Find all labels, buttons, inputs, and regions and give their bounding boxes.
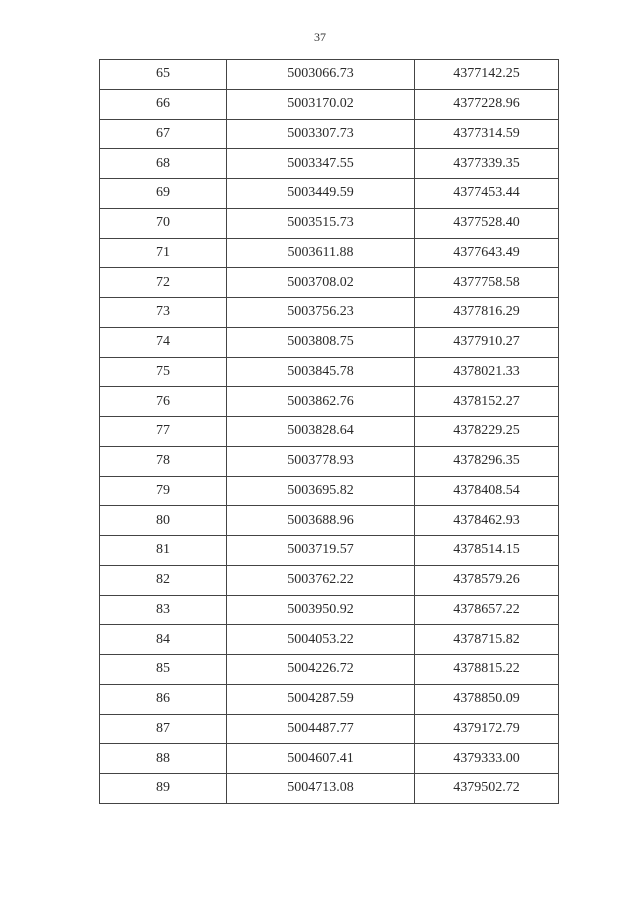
point-number-cell: 87 (100, 714, 227, 744)
y-coordinate-cell: 4377816.29 (415, 298, 559, 328)
table-row (100, 417, 559, 447)
table-row (100, 476, 559, 506)
x-coordinate-cell: 5004487.77 (227, 714, 415, 744)
x-coordinate-cell: 5003066.73 (227, 60, 415, 90)
table-row (100, 684, 559, 714)
table-row (100, 536, 559, 566)
x-coordinate-cell: 5003515.73 (227, 208, 415, 238)
table-row (100, 208, 559, 238)
x-coordinate-cell: 5003808.75 (227, 327, 415, 357)
x-coordinate-cell: 5004607.41 (227, 744, 415, 774)
point-number-cell: 75 (100, 357, 227, 387)
y-coordinate-cell: 4377910.27 (415, 327, 559, 357)
x-coordinate-cell: 5003347.55 (227, 149, 415, 179)
table-row (100, 327, 559, 357)
table-row (100, 387, 559, 417)
point-number-cell: 67 (100, 119, 227, 149)
x-coordinate-cell: 5003778.93 (227, 446, 415, 476)
table-row (100, 357, 559, 387)
y-coordinate-cell: 4377528.40 (415, 208, 559, 238)
x-coordinate-cell: 5003862.76 (227, 387, 415, 417)
y-coordinate-cell: 4379172.79 (415, 714, 559, 744)
table-row (100, 179, 559, 209)
point-number-cell: 88 (100, 744, 227, 774)
y-coordinate-cell: 4378408.54 (415, 476, 559, 506)
y-coordinate-cell: 4379502.72 (415, 774, 559, 804)
point-number-cell: 65 (100, 60, 227, 90)
x-coordinate-cell: 5004053.22 (227, 625, 415, 655)
table-row (100, 238, 559, 268)
point-number-cell: 66 (100, 89, 227, 119)
point-number-cell: 78 (100, 446, 227, 476)
point-number-cell: 89 (100, 774, 227, 804)
x-coordinate-cell: 5003828.64 (227, 417, 415, 447)
y-coordinate-cell: 4378815.22 (415, 655, 559, 685)
point-number-cell: 68 (100, 149, 227, 179)
y-coordinate-cell: 4378579.26 (415, 565, 559, 595)
x-coordinate-cell: 5003950.92 (227, 595, 415, 625)
point-number-cell: 82 (100, 565, 227, 595)
y-coordinate-cell: 4378229.25 (415, 417, 559, 447)
y-coordinate-cell: 4378657.22 (415, 595, 559, 625)
y-coordinate-cell: 4378514.15 (415, 536, 559, 566)
x-coordinate-cell: 5003688.96 (227, 506, 415, 536)
y-coordinate-cell: 4377758.58 (415, 268, 559, 298)
point-number-cell: 86 (100, 684, 227, 714)
x-coordinate-cell: 5004713.08 (227, 774, 415, 804)
table-row (100, 714, 559, 744)
y-coordinate-cell: 4377142.25 (415, 60, 559, 90)
y-coordinate-cell: 4378152.27 (415, 387, 559, 417)
point-number-cell: 71 (100, 238, 227, 268)
table-row (100, 149, 559, 179)
x-coordinate-cell: 5003719.57 (227, 536, 415, 566)
x-coordinate-cell: 5003170.02 (227, 89, 415, 119)
coordinates-table-body (100, 60, 559, 804)
x-coordinate-cell: 5003611.88 (227, 238, 415, 268)
x-coordinate-cell: 5003756.23 (227, 298, 415, 328)
table-row (100, 119, 559, 149)
x-coordinate-cell: 5003762.22 (227, 565, 415, 595)
y-coordinate-cell: 4378296.35 (415, 446, 559, 476)
point-number-cell: 80 (100, 506, 227, 536)
point-number-cell: 83 (100, 595, 227, 625)
table-row (100, 60, 559, 90)
table-row (100, 774, 559, 804)
point-number-cell: 72 (100, 268, 227, 298)
y-coordinate-cell: 4378850.09 (415, 684, 559, 714)
page-number: 37 (314, 30, 326, 44)
point-number-cell: 76 (100, 387, 227, 417)
table-row (100, 595, 559, 625)
y-coordinate-cell: 4377228.96 (415, 89, 559, 119)
point-number-cell: 73 (100, 298, 227, 328)
table-row (100, 744, 559, 774)
y-coordinate-cell: 4377314.59 (415, 119, 559, 149)
point-number-cell: 70 (100, 208, 227, 238)
coordinates-table (99, 59, 559, 804)
y-coordinate-cell: 4377643.49 (415, 238, 559, 268)
table-row (100, 506, 559, 536)
table-row (100, 268, 559, 298)
x-coordinate-cell: 5003307.73 (227, 119, 415, 149)
table-row (100, 655, 559, 685)
x-coordinate-cell: 5004226.72 (227, 655, 415, 685)
point-number-cell: 81 (100, 536, 227, 566)
table-row (100, 565, 559, 595)
y-coordinate-cell: 4377453.44 (415, 179, 559, 209)
x-coordinate-cell: 5004287.59 (227, 684, 415, 714)
y-coordinate-cell: 4377339.35 (415, 149, 559, 179)
x-coordinate-cell: 5003695.82 (227, 476, 415, 506)
point-number-cell: 84 (100, 625, 227, 655)
point-number-cell: 79 (100, 476, 227, 506)
point-number-cell: 77 (100, 417, 227, 447)
table-row (100, 446, 559, 476)
y-coordinate-cell: 4379333.00 (415, 744, 559, 774)
point-number-cell: 85 (100, 655, 227, 685)
table-row (100, 625, 559, 655)
table-row (100, 298, 559, 328)
x-coordinate-cell: 5003449.59 (227, 179, 415, 209)
y-coordinate-cell: 4378021.33 (415, 357, 559, 387)
point-number-cell: 69 (100, 179, 227, 209)
table-row (100, 89, 559, 119)
x-coordinate-cell: 5003845.78 (227, 357, 415, 387)
y-coordinate-cell: 4378462.93 (415, 506, 559, 536)
point-number-cell: 74 (100, 327, 227, 357)
y-coordinate-cell: 4378715.82 (415, 625, 559, 655)
x-coordinate-cell: 5003708.02 (227, 268, 415, 298)
